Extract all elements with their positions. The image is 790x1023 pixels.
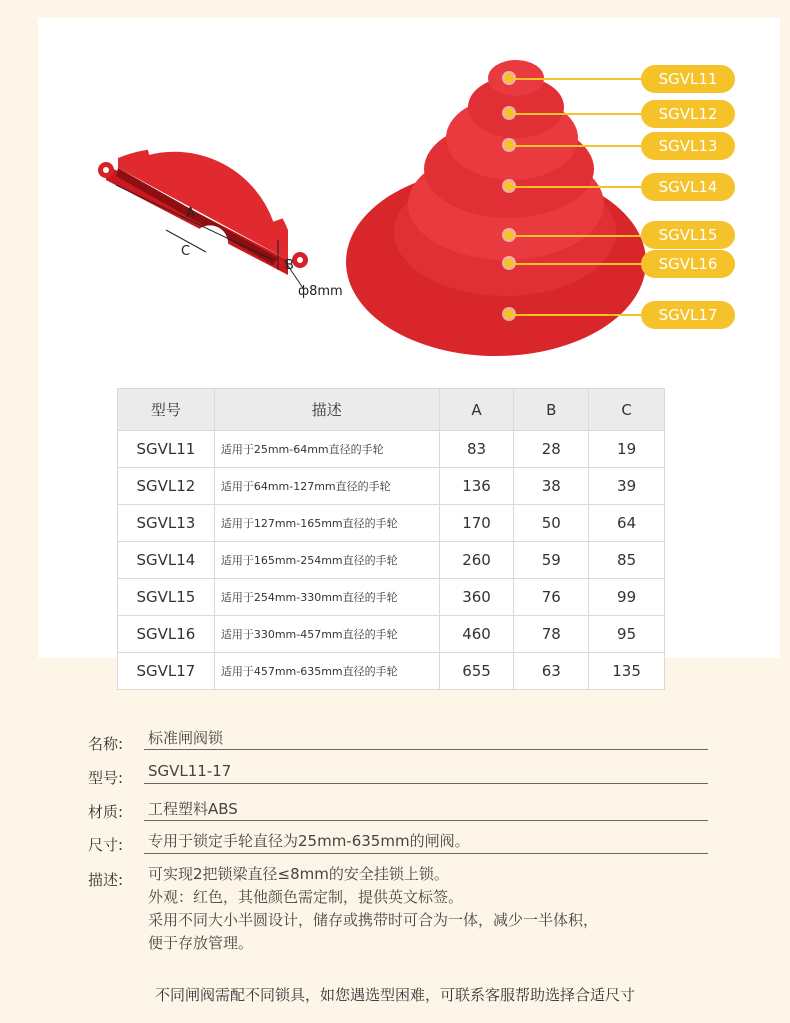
dim-a-label: A — [186, 206, 195, 221]
table-header-row — [118, 389, 665, 431]
cell-model: SGVL15 — [118, 579, 215, 616]
cell-c: 19 — [589, 431, 665, 468]
model-label: 型号: — [88, 769, 124, 787]
model-tag-sgvl15: SGVL15 — [641, 221, 735, 249]
cell-model: SGVL17 — [118, 653, 215, 690]
cell-description: 适用于64mm-127mm直径的手轮 — [214, 468, 439, 505]
cell-b: 50 — [514, 505, 589, 542]
cell-c: 39 — [589, 468, 665, 505]
cell-model: SGVL11 — [118, 431, 215, 468]
cell-description: 适用于127mm-165mm直径的手轮 — [214, 505, 439, 542]
header-a: A — [439, 389, 514, 431]
table-row — [118, 653, 665, 690]
leader-line — [514, 235, 642, 237]
footer-note: 不同闸阀需配不同锁具，如您遇选型困难，可联系客服帮助选择合适尺寸 — [154, 986, 635, 1004]
model-tag-sgvl17: SGVL17 — [641, 301, 735, 329]
leader-dot — [504, 258, 514, 268]
model-tag-sgvl13: SGVL13 — [641, 132, 735, 160]
desc-line: 采用不同大小半圆设计，储存或携带时可合为一体，减少一半体积， — [148, 911, 599, 929]
header-description: 描述 — [214, 389, 439, 431]
header-model: 型号 — [118, 389, 215, 431]
model-tag-sgvl11: SGVL11 — [641, 65, 735, 93]
cell-b: 78 — [514, 616, 589, 653]
table-row — [118, 468, 665, 505]
cell-model: SGVL14 — [118, 542, 215, 579]
cell-a: 655 — [439, 653, 514, 690]
leader-dot — [504, 181, 514, 191]
cell-b: 59 — [514, 542, 589, 579]
cell-description: 适用于330mm-457mm直径的手轮 — [214, 616, 439, 653]
spec-table — [117, 388, 665, 690]
desc-line: 便于存放管理。 — [148, 934, 254, 952]
desc-label: 描述: — [88, 871, 124, 889]
model-value: SGVL11-17 — [148, 762, 232, 780]
name-value: 标准闸阀锁 — [148, 729, 224, 747]
leader-dot — [504, 108, 514, 118]
underline — [144, 853, 708, 854]
desc-value — [148, 863, 598, 955]
leader-dot — [504, 73, 514, 83]
header-c: C — [589, 389, 665, 431]
cell-c: 99 — [589, 579, 665, 616]
cell-b: 38 — [514, 468, 589, 505]
cell-description: 适用于165mm-254mm直径的手轮 — [214, 542, 439, 579]
leader-line — [514, 145, 642, 147]
desc-line: 可实现2把锁梁直径≤8mm的安全挂锁上锁。 — [148, 865, 449, 883]
cell-a: 136 — [439, 468, 514, 505]
cell-a: 460 — [439, 616, 514, 653]
underline — [144, 820, 708, 821]
leader-dot — [504, 309, 514, 319]
name-label: 名称: — [88, 735, 124, 753]
table-row — [118, 542, 665, 579]
cell-model: SGVL13 — [118, 505, 215, 542]
size-label: 尺寸: — [88, 836, 124, 854]
model-tag-sgvl14: SGVL14 — [641, 173, 735, 201]
leader-line — [514, 113, 642, 115]
cell-a: 260 — [439, 542, 514, 579]
cell-c: 135 — [589, 653, 665, 690]
table-row — [118, 431, 665, 468]
cell-model: SGVL16 — [118, 616, 215, 653]
model-tag-sgvl16: SGVL16 — [641, 250, 735, 278]
leader-dot — [504, 230, 514, 240]
dim-b-label: B — [285, 258, 294, 273]
cell-a: 170 — [439, 505, 514, 542]
leader-dot — [504, 140, 514, 150]
leader-line — [514, 186, 642, 188]
cell-a: 83 — [439, 431, 514, 468]
cell-a: 360 — [439, 579, 514, 616]
cell-c: 95 — [589, 616, 665, 653]
underline — [144, 749, 708, 750]
cell-description: 适用于457mm-635mm直径的手轮 — [214, 653, 439, 690]
table-row — [118, 505, 665, 542]
cell-c: 64 — [589, 505, 665, 542]
shackle-dim-label: ф8mm — [298, 284, 343, 299]
size-value: 专用于锁定手轮直径为25mm-635mm的闸阀。 — [148, 832, 470, 850]
material-value: 工程塑料ABS — [148, 800, 238, 818]
cell-b: 63 — [514, 653, 589, 690]
model-tag-sgvl12: SGVL12 — [641, 100, 735, 128]
dim-c-label: C — [181, 244, 191, 259]
leader-line — [514, 314, 642, 316]
leader-line — [514, 263, 642, 265]
table-row — [118, 579, 665, 616]
cell-b: 76 — [514, 579, 589, 616]
cell-model: SGVL12 — [118, 468, 215, 505]
cell-b: 28 — [514, 431, 589, 468]
material-label: 材质: — [88, 803, 124, 821]
header-b: B — [514, 389, 589, 431]
cell-c: 85 — [589, 542, 665, 579]
underline — [144, 783, 708, 784]
leader-line — [514, 78, 642, 80]
cell-description: 适用于25mm-64mm直径的手轮 — [214, 431, 439, 468]
cell-description: 适用于254mm-330mm直径的手轮 — [214, 579, 439, 616]
desc-line: 外观：红色，其他颜色需定制，提供英文标签。 — [148, 888, 464, 906]
table-row — [118, 616, 665, 653]
